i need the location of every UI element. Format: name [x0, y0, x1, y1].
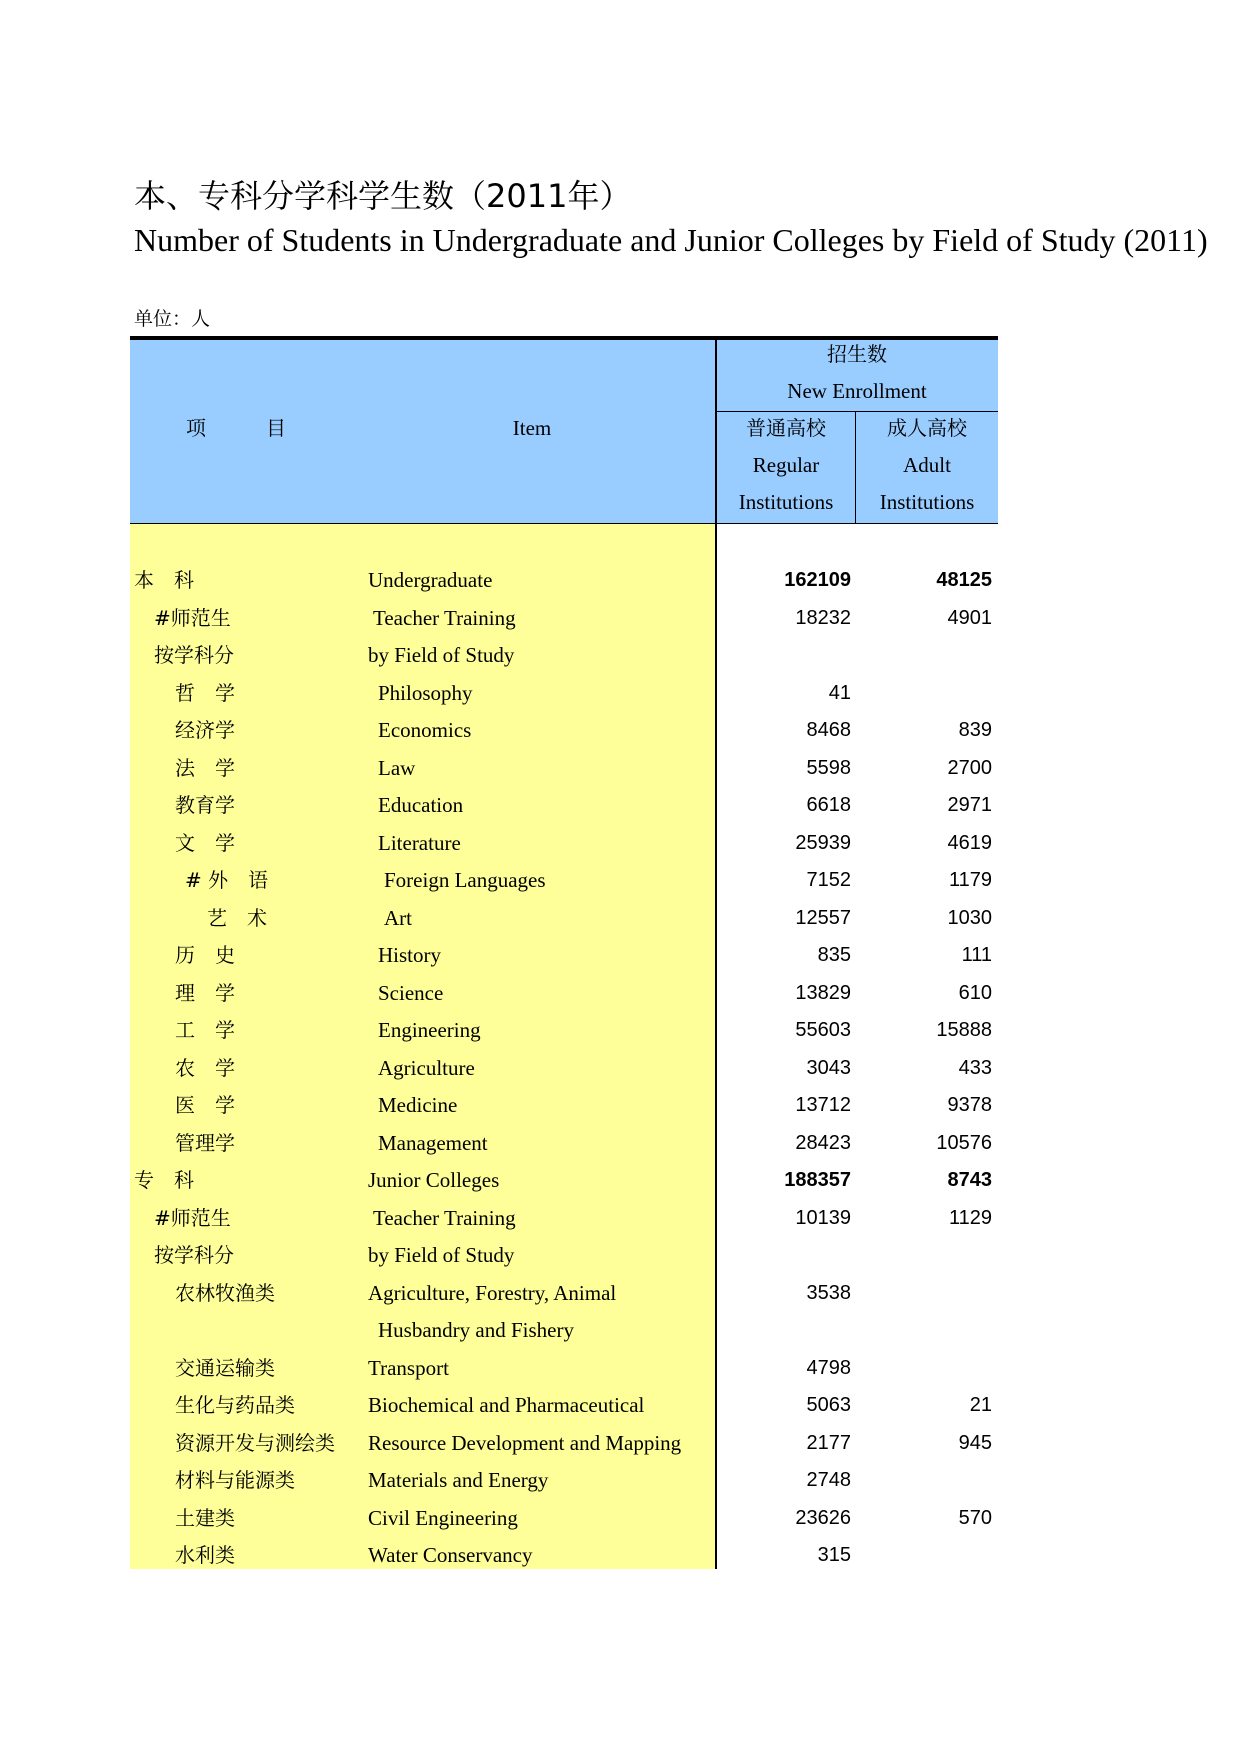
table-row [0, 675, 1240, 713]
row-regular-value: 4798 [806, 1356, 851, 1379]
row-item-cn: 农林牧渔类 [175, 1280, 275, 1305]
row-item-cn: 资源开发与测绘类 [175, 1430, 335, 1455]
table-row [0, 1425, 1240, 1463]
row-regular-value: 23626 [795, 1506, 851, 1529]
row-item-en: by Field of Study [368, 643, 515, 667]
row-item-cn: 经济学 [175, 718, 235, 742]
row-regular-value: 2748 [806, 1469, 851, 1491]
row-adult-value: 9378 [947, 1094, 992, 1116]
row-regular-value: 7152 [806, 869, 851, 891]
table-row [0, 1462, 1240, 1500]
table-row [0, 637, 1240, 675]
row-adult-value: 111 [961, 944, 992, 966]
row-regular-value: 162109 [784, 569, 851, 591]
row-item-en: Education [378, 793, 464, 817]
header-regular-en-1: Regular [752, 453, 820, 477]
row-item-cn: 按学科分 [154, 1243, 234, 1267]
row-item-cn: 哲 学 [175, 680, 235, 705]
row-regular-value: 835 [817, 944, 851, 966]
row-adult-value: 570 [958, 1506, 992, 1529]
row-adult-value: 2971 [947, 794, 992, 816]
table-row [0, 1087, 1240, 1125]
row-item-en: by Field of Study [368, 1243, 515, 1267]
row-adult-value: 945 [958, 1431, 992, 1454]
row-regular-value: 13829 [795, 981, 851, 1004]
row-item-cn: 生化与药品类 [175, 1393, 295, 1417]
table-row [0, 1050, 1240, 1088]
header-group-en: New Enrollment [787, 379, 927, 403]
page-title-cn: 本、专科分学科学生数（2011年） [134, 177, 632, 215]
row-adult-value: 4619 [947, 831, 992, 854]
table-row [0, 562, 1240, 600]
row-item-en: Management [378, 1130, 488, 1155]
row-adult-value: 8743 [947, 1169, 992, 1191]
table-row [0, 1500, 1240, 1538]
row-adult-value: 48125 [936, 569, 992, 591]
row-adult-value: 10576 [936, 1131, 992, 1154]
row-item-cn: 管理学 [175, 1130, 235, 1155]
row-adult-value: 1030 [947, 906, 992, 929]
row-item-en: Foreign Languages [384, 868, 546, 892]
row-item-en: Materials and Energy [368, 1468, 549, 1492]
row-adult-value: 21 [969, 1394, 992, 1416]
row-item-cn: 材料与能源类 [175, 1468, 295, 1492]
row-regular-value: 2177 [806, 1431, 851, 1454]
row-adult-value: 839 [958, 719, 992, 741]
header-regular-en-2: Institutions [738, 490, 834, 514]
row-item-en: Engineering [378, 1018, 481, 1042]
header-adult-cn: 成人高校 [887, 416, 967, 440]
unit-label: 单位：人 [134, 308, 211, 330]
row-adult-value: 15888 [936, 1019, 992, 1041]
row-regular-value: 12557 [795, 906, 851, 929]
table-row [0, 1350, 1240, 1388]
row-item-cn: 法 学 [175, 755, 235, 780]
row-regular-value: 5598 [806, 756, 851, 779]
row-adult-value: 2700 [947, 756, 992, 779]
table-row [0, 712, 1240, 750]
row-item-cn: 理 学 [175, 980, 235, 1005]
row-item-en: Teacher Training [373, 1205, 516, 1230]
row-item-cn: #师范生 [154, 1205, 231, 1230]
table-row [0, 1125, 1240, 1163]
header-adult-en-2: Institutions [879, 490, 975, 514]
row-regular-value: 315 [817, 1544, 851, 1566]
row-item-en: Agriculture, Forestry, Animal [368, 1280, 617, 1305]
row-regular-value: 41 [828, 681, 851, 704]
row-adult-value: 1179 [948, 869, 992, 891]
table-row [0, 825, 1240, 863]
table-row [0, 1162, 1240, 1200]
table-row [0, 600, 1240, 638]
row-item-en: Teacher Training [373, 605, 516, 630]
row-item-cn: # 外 语 [185, 868, 269, 892]
table-row [0, 787, 1240, 825]
row-adult-value: 433 [958, 1056, 992, 1079]
row-item-en: Law [378, 755, 416, 780]
row-regular-value: 55603 [795, 1019, 851, 1041]
row-regular-value: 3538 [806, 1281, 851, 1304]
row-item-cn: 文 学 [175, 830, 235, 855]
header-adult-en-1: Adult [903, 453, 951, 477]
row-adult-value: 1129 [948, 1206, 992, 1229]
row-item-en: Philosophy [378, 680, 473, 705]
row-item-cn: 专 科 [134, 1168, 194, 1192]
row-item-en: Husbandry and Fishery [378, 1318, 574, 1342]
row-item-cn: 教育学 [175, 793, 235, 817]
table-row [0, 975, 1240, 1013]
row-item-cn: 水利类 [175, 1543, 235, 1567]
table-row [0, 1200, 1240, 1238]
row-item-en: Resource Development and Mapping [368, 1430, 682, 1455]
row-item-en: Science [378, 980, 444, 1005]
row-regular-value: 13712 [795, 1094, 851, 1116]
row-item-en: Literature [378, 830, 461, 855]
row-regular-value: 6618 [806, 794, 851, 816]
row-item-en: Undergraduate [368, 568, 493, 592]
table-row [0, 900, 1240, 938]
table-row [0, 1537, 1240, 1575]
row-regular-value: 28423 [795, 1131, 851, 1154]
header-bottom-rule [130, 523, 998, 524]
row-regular-value: 188357 [784, 1169, 851, 1191]
table-row [0, 862, 1240, 900]
row-item-en: Water Conservancy [368, 1543, 533, 1567]
table-row [0, 937, 1240, 975]
header-item-en: Item [512, 416, 552, 440]
header-item-cn: 项 目 [186, 416, 286, 440]
header-regular-cn: 普通高校 [746, 416, 826, 440]
table-row [0, 1237, 1240, 1275]
row-item-cn: 艺 术 [207, 905, 267, 930]
row-item-cn: 交通运输类 [175, 1355, 275, 1380]
row-adult-value: 610 [958, 981, 992, 1004]
row-item-cn: 农 学 [175, 1055, 235, 1080]
table-row [0, 1312, 1240, 1350]
table-row [0, 750, 1240, 788]
row-item-cn: 本 科 [134, 568, 194, 592]
row-item-cn: 医 学 [175, 1093, 235, 1117]
row-item-en: Transport [368, 1355, 449, 1380]
row-item-cn: #师范生 [154, 605, 231, 630]
row-item-en: Junior Colleges [368, 1168, 500, 1192]
table-row [0, 1012, 1240, 1050]
row-item-en: Civil Engineering [368, 1505, 518, 1530]
table-row [0, 1387, 1240, 1425]
row-item-cn: 土建类 [175, 1505, 235, 1530]
table-body [0, 562, 1240, 1575]
row-regular-value: 10139 [795, 1206, 851, 1229]
table-row [0, 1275, 1240, 1313]
row-item-en: Economics [378, 718, 472, 742]
page-title-en: Number of Students in Undergraduate and Junior Colleges by Field of Study (2011) [134, 222, 1208, 258]
row-item-cn: 按学科分 [154, 643, 234, 667]
row-regular-value: 5063 [806, 1394, 851, 1416]
row-item-en: Medicine [378, 1093, 458, 1117]
row-regular-value: 8468 [806, 719, 851, 741]
row-item-cn: 工 学 [175, 1018, 235, 1042]
row-item-cn: 历 史 [175, 943, 235, 967]
row-item-en: Agriculture [378, 1055, 475, 1080]
row-adult-value: 4901 [947, 606, 992, 629]
row-regular-value: 18232 [795, 606, 851, 629]
row-regular-value: 3043 [806, 1056, 851, 1079]
row-item-en: Art [384, 905, 412, 930]
header-group-cn: 招生数 [827, 342, 887, 366]
row-item-en: Biochemical and Pharmaceutical [368, 1393, 645, 1417]
row-regular-value: 25939 [795, 831, 851, 854]
row-item-en: History [378, 943, 441, 967]
